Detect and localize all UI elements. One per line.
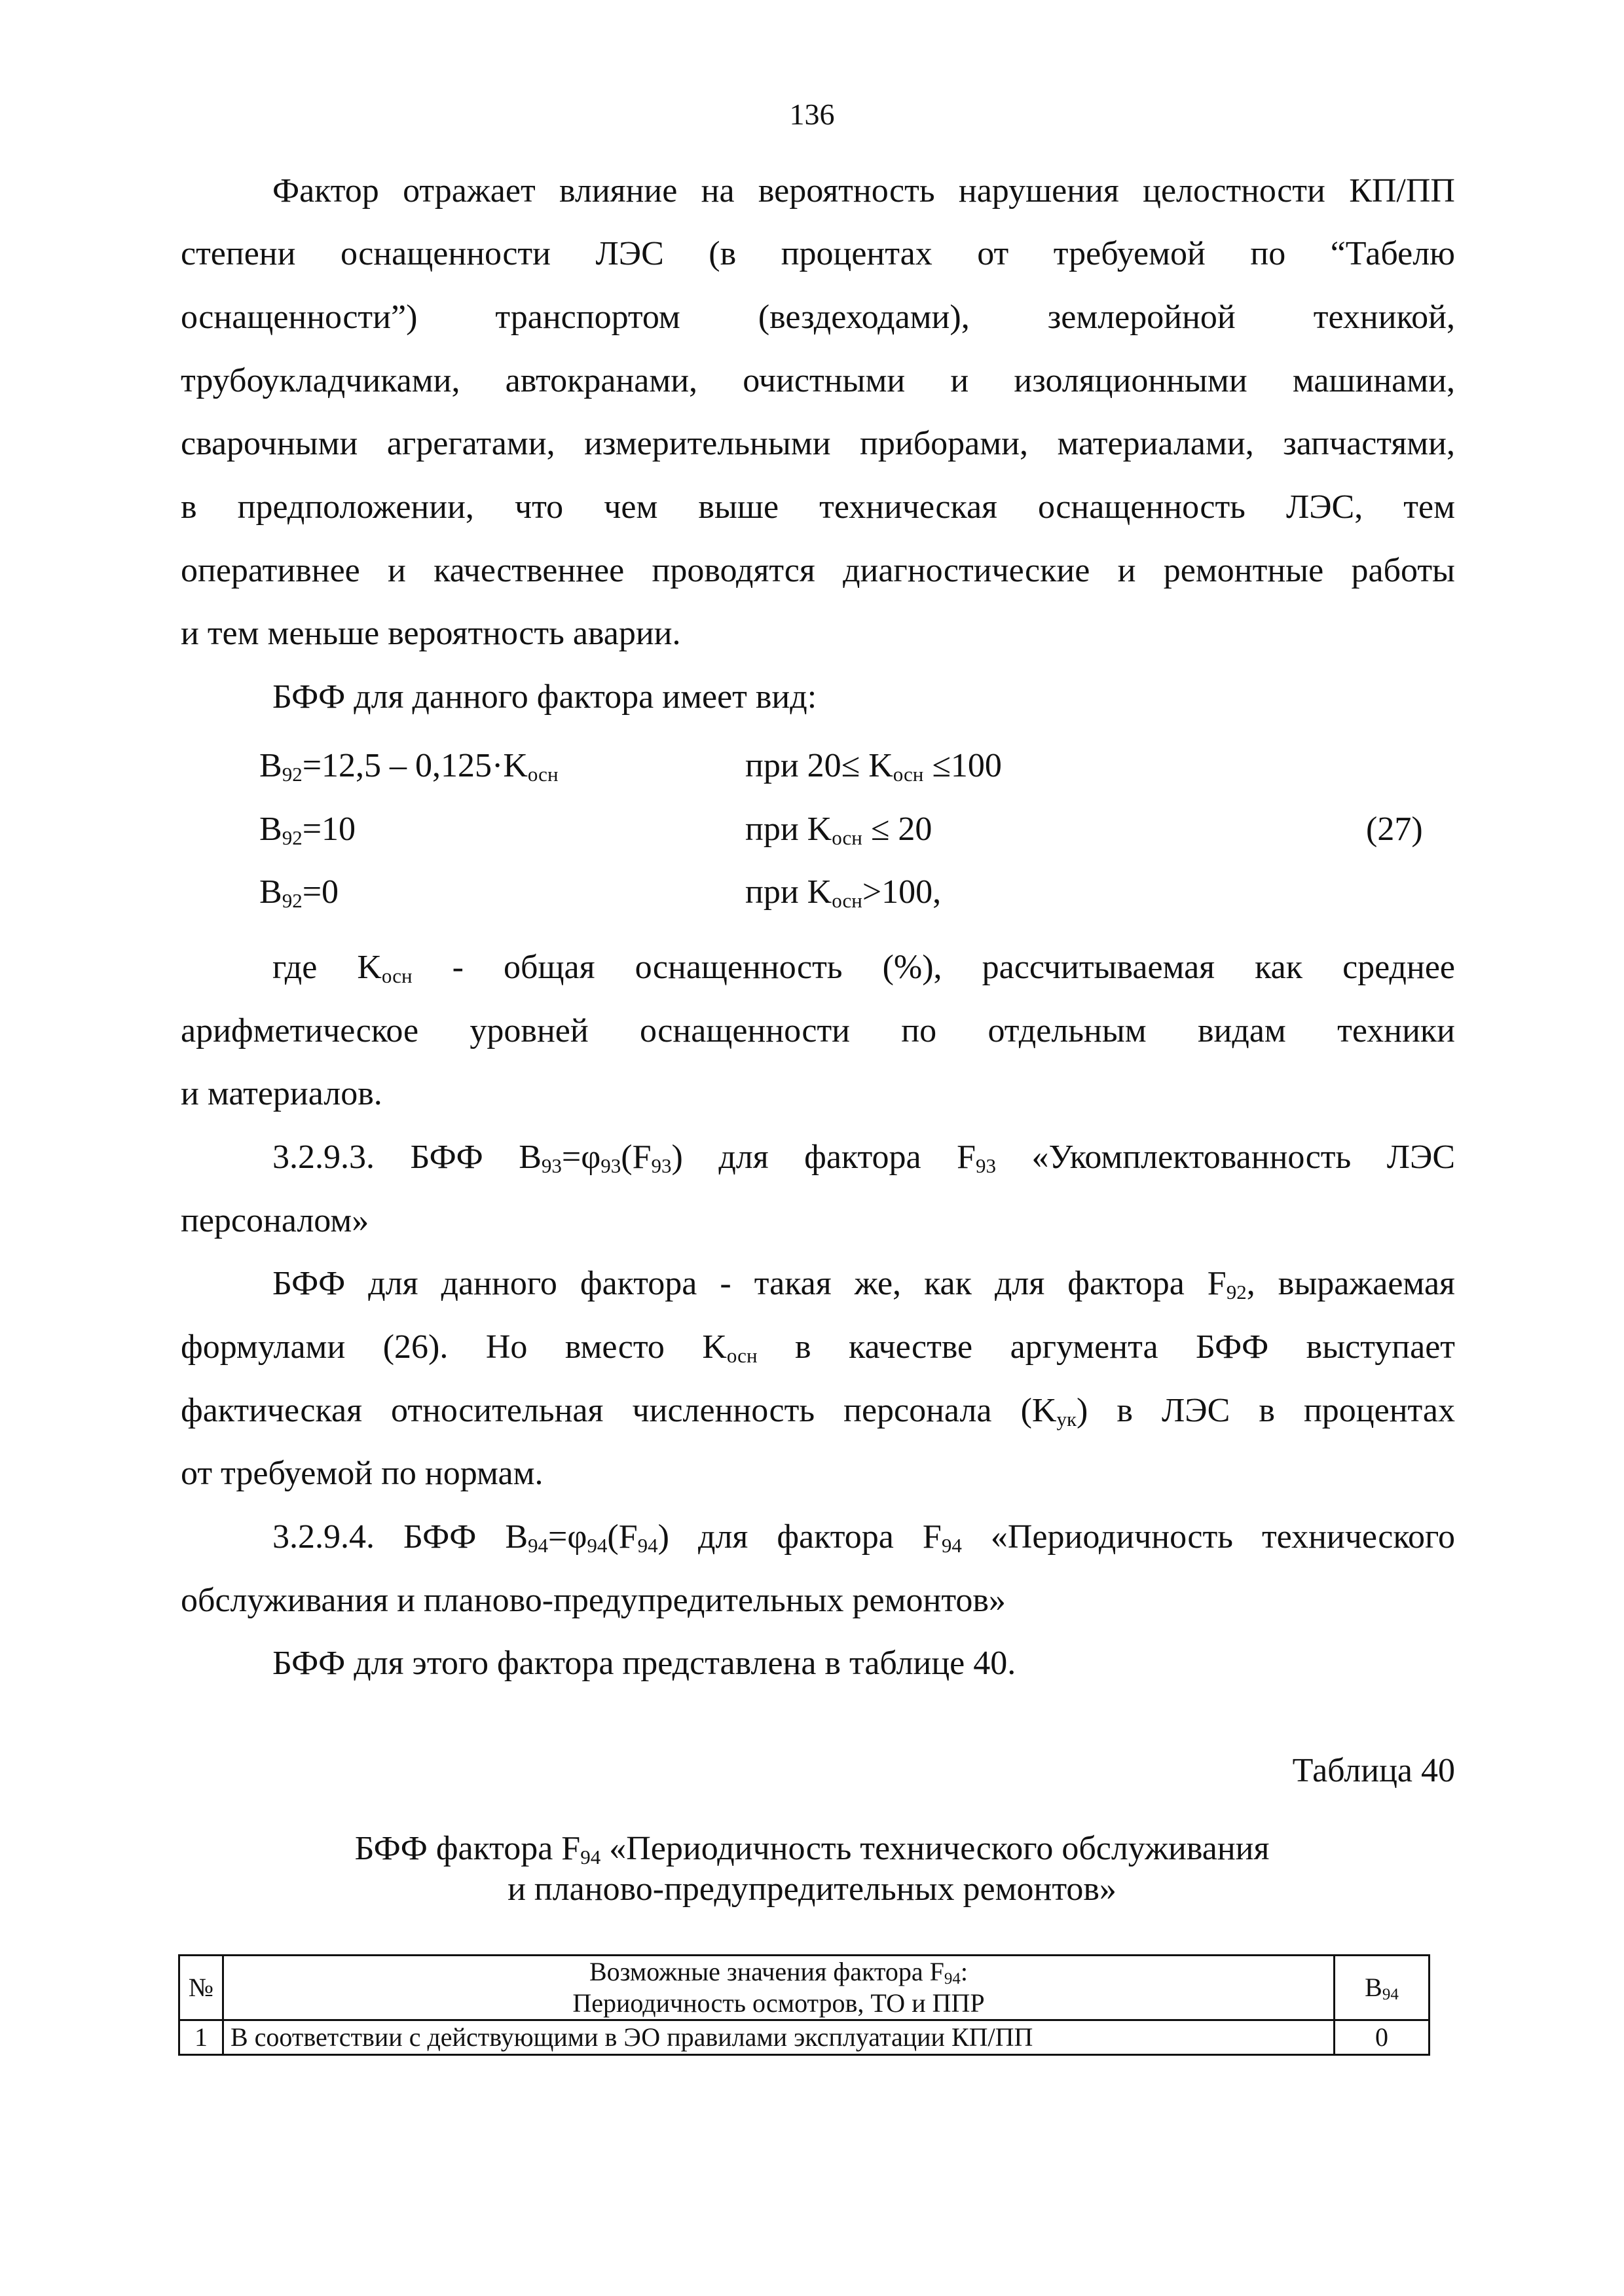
formula-2-condition: при $K_{осн} \le 20$ [745,811,932,849]
paragraph-line: сварочными агрегатами, измерительными приборами, материалами, запчастями, [181,425,1455,462]
paragraph-line: Фактор отражает влияние на вероятность нарушения целостности КП/ПП [272,172,1455,210]
table-reference: БФФ для этого фактора представлена в таблице 40. [272,1645,1016,1682]
paragraph-line: где $K_{осн}$ - общая оснащенность (%), рассчитываемая как среднее [272,949,1455,987]
section-heading: 3.2.9.3. БФФ $B_{93}=\varphi_{93}(F_{93})$ для фактора $F_{93}$ «Укомплектованность ЛЭС [272,1139,1455,1177]
section-heading-line2: персоналом» [181,1202,369,1239]
row-text: В соответствии с действующими в ЭО правилами эксплуатации КП/ПП [223,2020,1335,2055]
paragraph-line: и материалов. [181,1075,382,1112]
table-caption: Таблица 40 [1292,1752,1455,1789]
paragraph-line: арифметическое уровней оснащенности по отдельным видам техники [181,1012,1455,1049]
formula-3-left: $B_{92}=0$ [259,873,339,912]
formula-1-condition: при $20\le K_{осн} \le 100$ [745,747,1002,786]
section-heading: 3.2.9.4. БФФ $B_{94}=\varphi_{94}(F_{94})$ для фактора $F_{94}$ «Периодичность технического [272,1518,1455,1557]
paragraph-line: оперативнее и качественнее проводятся диагностические и ремонтные работы [181,552,1455,589]
section-heading-line2: обслуживания и планово-предупредительных ремонтов» [181,1582,1006,1619]
formula-3-condition: при $K_{осн}>100$, [745,873,942,912]
bff-intro: БФФ для данного фактора имеет вид: [272,678,817,716]
paragraph-line: фактическая относительная численность персонала $(K_{ук})$ в ЛЭС в процентах [181,1392,1455,1430]
formula-2-left: $B_{92}=10$ [259,811,356,849]
paragraph-line: БФФ для данного фактора - такая же, как для фактора $F_{92}$, выражаемая [272,1265,1455,1303]
table-title-line2: и планово-предупредительных ремонтов» [507,1870,1116,1908]
row-number: 1 [179,2020,223,2055]
paragraph-line: от требуемой по нормам. [181,1455,544,1492]
paragraph-line: оснащенности”) транспортом (вездеходами), землеройной техникой, [181,299,1455,336]
row-value: 0 [1335,2020,1430,2055]
paragraph-line: трубоукладчиками, автокранами, очистными и изоляционными машинами, [181,362,1455,399]
header-b94: $B_{94}$ [1335,1956,1430,2020]
paragraph-line: и тем меньше вероятность аварии. [181,615,681,652]
table-title-line1: БФФ фактора $F_{94}$ «Периодичность технического обслуживания [354,1830,1270,1868]
equation-number: (27) [1366,811,1423,848]
table-row [179,2020,1430,2055]
header-number: № [179,1956,223,2020]
page-number: 136 [789,98,835,131]
paragraph-line: в предположении, что чем выше техническая оснащенность ЛЭС, тем [181,488,1455,526]
table-header-row [179,1956,1430,2020]
factor-table [178,1954,1430,2056]
header-values: Возможные значения фактора $F_{94}$: Периодичность осмотров, ТО и ППР [223,1956,1335,2020]
paragraph-line: степени оснащенности ЛЭС (в процентах от требуемой по “Табелю [181,235,1455,272]
formula-1-left: $B_{92}=12,5 - 0,125\cdot K_{осн}$ [259,747,559,786]
paragraph-line: формулами (26). Но вместо $K_{осн}$ в качестве аргумента БФФ выступает [181,1328,1456,1367]
